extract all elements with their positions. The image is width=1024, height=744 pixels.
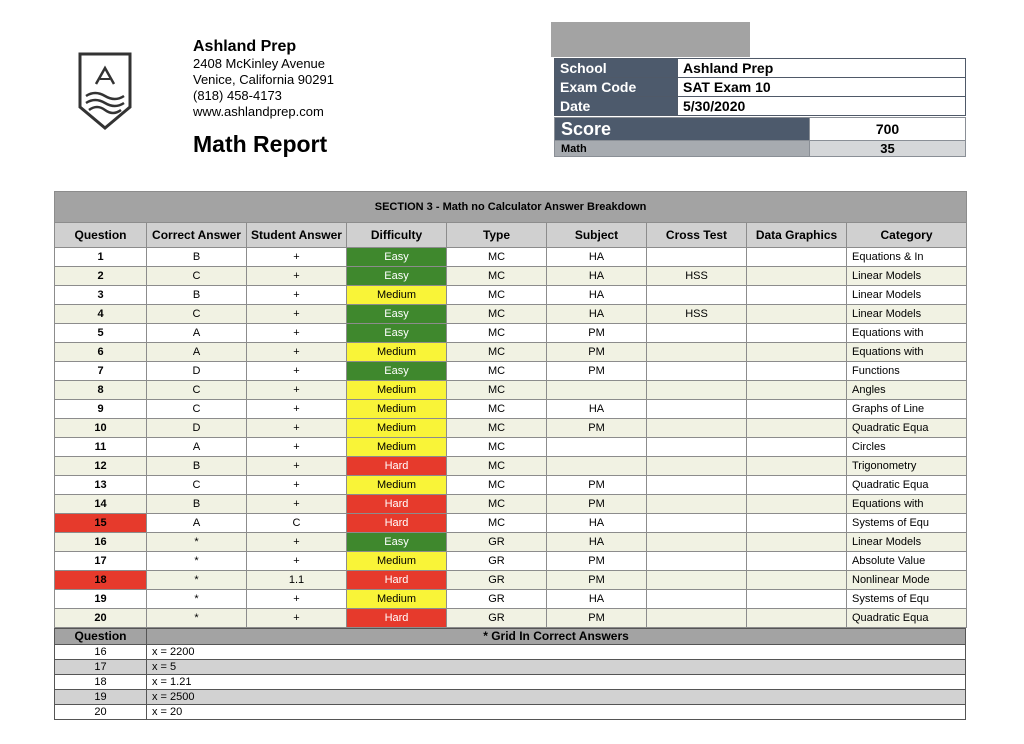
cross-test bbox=[647, 381, 747, 400]
grid-in-answers-table bbox=[54, 628, 966, 720]
grid-in-question: 19 bbox=[55, 690, 147, 705]
info-row-date bbox=[555, 97, 966, 116]
category: Trigonometry bbox=[847, 457, 967, 476]
table-row bbox=[55, 305, 967, 324]
table-row bbox=[55, 495, 967, 514]
answer-breakdown-table bbox=[54, 191, 967, 628]
question-type: GR bbox=[447, 590, 547, 609]
correct-answer: B bbox=[147, 286, 247, 305]
section-title: SECTION 3 - Math no Calculator Answer Breakdown bbox=[55, 192, 967, 223]
cross-test bbox=[647, 286, 747, 305]
column-header: Data Graphics bbox=[747, 223, 847, 248]
subject: HA bbox=[547, 590, 647, 609]
question-number: 10 bbox=[55, 419, 147, 438]
subject: PM bbox=[547, 476, 647, 495]
subject: HA bbox=[547, 305, 647, 324]
question-type: MC bbox=[447, 248, 547, 267]
data-graphics bbox=[747, 305, 847, 324]
data-graphics bbox=[747, 552, 847, 571]
question-number: 14 bbox=[55, 495, 147, 514]
difficulty: Medium bbox=[347, 419, 447, 438]
subject: HA bbox=[547, 267, 647, 286]
data-graphics bbox=[747, 476, 847, 495]
cross-test bbox=[647, 419, 747, 438]
table-row bbox=[55, 590, 967, 609]
student-answer: + bbox=[247, 362, 347, 381]
student-answer: + bbox=[247, 400, 347, 419]
correct-answer: * bbox=[147, 533, 247, 552]
question-type: MC bbox=[447, 267, 547, 286]
cross-test: HSS bbox=[647, 267, 747, 286]
table-row bbox=[55, 343, 967, 362]
question-type: MC bbox=[447, 400, 547, 419]
phone-number: (818) 458-4173 bbox=[193, 88, 282, 103]
subject: HA bbox=[547, 286, 647, 305]
grid-in-row bbox=[55, 675, 966, 690]
difficulty: Easy bbox=[347, 267, 447, 286]
data-graphics bbox=[747, 362, 847, 381]
question-number: 2 bbox=[55, 267, 147, 286]
data-graphics bbox=[747, 419, 847, 438]
subject: HA bbox=[547, 248, 647, 267]
data-graphics bbox=[747, 343, 847, 362]
category: Equations with bbox=[847, 343, 967, 362]
category: Absolute Value bbox=[847, 552, 967, 571]
data-graphics bbox=[747, 438, 847, 457]
subject: PM bbox=[547, 609, 647, 628]
exam-info-table bbox=[554, 58, 966, 116]
difficulty: Medium bbox=[347, 552, 447, 571]
student-answer: 1.1 bbox=[247, 571, 347, 590]
data-graphics bbox=[747, 533, 847, 552]
student-answer: + bbox=[247, 552, 347, 571]
question-type: MC bbox=[447, 419, 547, 438]
grid-in-row bbox=[55, 645, 966, 660]
data-graphics bbox=[747, 457, 847, 476]
table-row bbox=[55, 248, 967, 267]
question-type: GR bbox=[447, 609, 547, 628]
category: Linear Models bbox=[847, 305, 967, 324]
student-answer: C bbox=[247, 514, 347, 533]
question-number: 19 bbox=[55, 590, 147, 609]
correct-answer: * bbox=[147, 552, 247, 571]
correct-answer: B bbox=[147, 457, 247, 476]
category: Equations with bbox=[847, 495, 967, 514]
subject: PM bbox=[547, 419, 647, 438]
table-row bbox=[55, 552, 967, 571]
cross-test bbox=[647, 514, 747, 533]
category: Systems of Equ bbox=[847, 514, 967, 533]
cross-test: HSS bbox=[647, 305, 747, 324]
subject bbox=[547, 438, 647, 457]
cross-test bbox=[647, 552, 747, 571]
correct-answer: C bbox=[147, 400, 247, 419]
grid-in-row bbox=[55, 660, 966, 675]
difficulty: Medium bbox=[347, 343, 447, 362]
correct-answer: * bbox=[147, 590, 247, 609]
difficulty: Hard bbox=[347, 571, 447, 590]
student-answer: + bbox=[247, 590, 347, 609]
column-header: Question bbox=[55, 223, 147, 248]
data-graphics bbox=[747, 248, 847, 267]
cross-test bbox=[647, 609, 747, 628]
column-header: Correct Answer bbox=[147, 223, 247, 248]
category: Functions bbox=[847, 362, 967, 381]
question-number: 5 bbox=[55, 324, 147, 343]
difficulty: Medium bbox=[347, 438, 447, 457]
question-type: MC bbox=[447, 362, 547, 381]
student-answer: + bbox=[247, 381, 347, 400]
address-line-2: Venice, California 90291 bbox=[193, 72, 334, 87]
info-label: Date bbox=[555, 97, 678, 116]
info-label: School bbox=[555, 59, 678, 78]
score-value: 700 bbox=[810, 118, 966, 141]
student-answer: + bbox=[247, 324, 347, 343]
grid-in-question: 18 bbox=[55, 675, 147, 690]
question-number: 20 bbox=[55, 609, 147, 628]
table-row bbox=[55, 438, 967, 457]
difficulty: Medium bbox=[347, 286, 447, 305]
data-graphics bbox=[747, 571, 847, 590]
question-number: 8 bbox=[55, 381, 147, 400]
question-number: 17 bbox=[55, 552, 147, 571]
question-type: MC bbox=[447, 514, 547, 533]
category: Quadratic Equa bbox=[847, 476, 967, 495]
question-type: GR bbox=[447, 533, 547, 552]
category: Quadratic Equa bbox=[847, 609, 967, 628]
column-header: Cross Test bbox=[647, 223, 747, 248]
score-table bbox=[554, 117, 966, 157]
correct-answer: B bbox=[147, 495, 247, 514]
score-label: Score bbox=[555, 118, 810, 141]
subject: PM bbox=[547, 552, 647, 571]
table-row bbox=[55, 476, 967, 495]
student-answer: + bbox=[247, 305, 347, 324]
table-row bbox=[55, 571, 967, 590]
correct-answer: B bbox=[147, 248, 247, 267]
question-number: 1 bbox=[55, 248, 147, 267]
difficulty: Medium bbox=[347, 381, 447, 400]
student-answer: + bbox=[247, 248, 347, 267]
question-number: 16 bbox=[55, 533, 147, 552]
category: Equations with bbox=[847, 324, 967, 343]
question-type: MC bbox=[447, 476, 547, 495]
grid-in-row bbox=[55, 705, 966, 720]
info-value: 5/30/2020 bbox=[678, 97, 966, 116]
difficulty: Easy bbox=[347, 248, 447, 267]
info-row-school bbox=[555, 59, 966, 78]
question-number: 3 bbox=[55, 286, 147, 305]
column-header: Subject bbox=[547, 223, 647, 248]
correct-answer: A bbox=[147, 514, 247, 533]
difficulty: Hard bbox=[347, 514, 447, 533]
column-header: Difficulty bbox=[347, 223, 447, 248]
student-answer: + bbox=[247, 343, 347, 362]
cross-test bbox=[647, 457, 747, 476]
difficulty: Easy bbox=[347, 305, 447, 324]
correct-answer: D bbox=[147, 419, 247, 438]
cross-test bbox=[647, 438, 747, 457]
column-header: Student Answer bbox=[247, 223, 347, 248]
subject: PM bbox=[547, 324, 647, 343]
difficulty: Hard bbox=[347, 495, 447, 514]
column-header-row bbox=[55, 223, 967, 248]
question-number: 9 bbox=[55, 400, 147, 419]
student-answer: + bbox=[247, 533, 347, 552]
data-graphics bbox=[747, 267, 847, 286]
redaction-box bbox=[551, 22, 750, 57]
cross-test bbox=[647, 476, 747, 495]
table-row bbox=[55, 457, 967, 476]
correct-answer: C bbox=[147, 305, 247, 324]
cross-test bbox=[647, 248, 747, 267]
table-row bbox=[55, 286, 967, 305]
student-answer: + bbox=[247, 476, 347, 495]
question-number: 6 bbox=[55, 343, 147, 362]
info-value: SAT Exam 10 bbox=[678, 78, 966, 97]
table-row bbox=[55, 609, 967, 628]
question-type: MC bbox=[447, 286, 547, 305]
question-type: MC bbox=[447, 438, 547, 457]
grid-in-answer: x = 2200 bbox=[147, 645, 966, 660]
question-type: MC bbox=[447, 324, 547, 343]
difficulty: Medium bbox=[347, 400, 447, 419]
table-row bbox=[55, 381, 967, 400]
question-number: 11 bbox=[55, 438, 147, 457]
category: Nonlinear Mode bbox=[847, 571, 967, 590]
column-header: Type bbox=[447, 223, 547, 248]
table-row bbox=[55, 419, 967, 438]
difficulty: Hard bbox=[347, 609, 447, 628]
grid-in-answer: x = 20 bbox=[147, 705, 966, 720]
student-answer: + bbox=[247, 438, 347, 457]
correct-answer: C bbox=[147, 267, 247, 286]
grid-in-question: 17 bbox=[55, 660, 147, 675]
question-type: MC bbox=[447, 495, 547, 514]
cross-test bbox=[647, 362, 747, 381]
school-name: Ashland Prep bbox=[193, 38, 297, 55]
cross-test bbox=[647, 533, 747, 552]
correct-answer: * bbox=[147, 571, 247, 590]
question-number: 18 bbox=[55, 571, 147, 590]
address-line-1: 2408 McKinley Avenue bbox=[193, 56, 326, 71]
data-graphics bbox=[747, 286, 847, 305]
category: Systems of Equ bbox=[847, 590, 967, 609]
difficulty: Easy bbox=[347, 362, 447, 381]
category: Angles bbox=[847, 381, 967, 400]
category: Quadratic Equa bbox=[847, 419, 967, 438]
category: Linear Models bbox=[847, 286, 967, 305]
question-number: 12 bbox=[55, 457, 147, 476]
subject bbox=[547, 381, 647, 400]
difficulty: Easy bbox=[347, 533, 447, 552]
subject: PM bbox=[547, 343, 647, 362]
data-graphics bbox=[747, 400, 847, 419]
cross-test bbox=[647, 343, 747, 362]
question-type: MC bbox=[447, 381, 547, 400]
category: Linear Models bbox=[847, 267, 967, 286]
question-type: MC bbox=[447, 343, 547, 362]
correct-answer: C bbox=[147, 381, 247, 400]
math-value: 35 bbox=[810, 141, 966, 157]
question-type: GR bbox=[447, 552, 547, 571]
question-type: MC bbox=[447, 305, 547, 324]
cross-test bbox=[647, 324, 747, 343]
subject: HA bbox=[547, 514, 647, 533]
info-value: Ashland Prep bbox=[678, 59, 966, 78]
correct-answer: * bbox=[147, 609, 247, 628]
answer-rows bbox=[55, 248, 967, 628]
correct-answer: C bbox=[147, 476, 247, 495]
question-number: 15 bbox=[55, 514, 147, 533]
subject: PM bbox=[547, 495, 647, 514]
table-row bbox=[55, 400, 967, 419]
category: Graphs of Line bbox=[847, 400, 967, 419]
student-answer: + bbox=[247, 609, 347, 628]
data-graphics bbox=[747, 381, 847, 400]
grid-in-answer: x = 1.21 bbox=[147, 675, 966, 690]
difficulty: Hard bbox=[347, 457, 447, 476]
question-number: 7 bbox=[55, 362, 147, 381]
category: Circles bbox=[847, 438, 967, 457]
question-number: 4 bbox=[55, 305, 147, 324]
table-row bbox=[55, 514, 967, 533]
data-graphics bbox=[747, 324, 847, 343]
question-number: 13 bbox=[55, 476, 147, 495]
info-label: Exam Code bbox=[555, 78, 678, 97]
grid-in-question: 20 bbox=[55, 705, 147, 720]
data-graphics bbox=[747, 609, 847, 628]
data-graphics bbox=[747, 514, 847, 533]
cross-test bbox=[647, 400, 747, 419]
student-answer: + bbox=[247, 419, 347, 438]
subject bbox=[547, 457, 647, 476]
subject: PM bbox=[547, 571, 647, 590]
difficulty: Easy bbox=[347, 324, 447, 343]
grid-in-row bbox=[55, 690, 966, 705]
grid-in-question: 16 bbox=[55, 645, 147, 660]
cross-test bbox=[647, 590, 747, 609]
report-title: Math Report bbox=[193, 131, 328, 157]
student-answer: + bbox=[247, 495, 347, 514]
student-answer: + bbox=[247, 267, 347, 286]
grid-in-answer: x = 2500 bbox=[147, 690, 966, 705]
difficulty: Medium bbox=[347, 590, 447, 609]
grid-in-question-header: Question bbox=[55, 629, 147, 645]
data-graphics bbox=[747, 590, 847, 609]
table-row bbox=[55, 533, 967, 552]
student-answer: + bbox=[247, 457, 347, 476]
grid-in-title: * Grid In Correct Answers bbox=[147, 629, 966, 645]
student-answer: + bbox=[247, 286, 347, 305]
subject: HA bbox=[547, 533, 647, 552]
table-row bbox=[55, 267, 967, 286]
cross-test bbox=[647, 495, 747, 514]
difficulty: Medium bbox=[347, 476, 447, 495]
question-type: MC bbox=[447, 457, 547, 476]
question-type: GR bbox=[447, 571, 547, 590]
column-header: Category bbox=[847, 223, 967, 248]
subject: HA bbox=[547, 400, 647, 419]
info-row-exam bbox=[555, 78, 966, 97]
school-logo-icon bbox=[77, 51, 133, 131]
correct-answer: D bbox=[147, 362, 247, 381]
math-label: Math bbox=[555, 141, 810, 157]
school-address-block bbox=[193, 38, 334, 120]
table-row bbox=[55, 324, 967, 343]
data-graphics bbox=[747, 495, 847, 514]
category: Linear Models bbox=[847, 533, 967, 552]
cross-test bbox=[647, 571, 747, 590]
category: Equations & In bbox=[847, 248, 967, 267]
table-row bbox=[55, 362, 967, 381]
grid-in-answer: x = 5 bbox=[147, 660, 966, 675]
subject: PM bbox=[547, 362, 647, 381]
website-link[interactable]: www.ashlandprep.com bbox=[193, 104, 324, 119]
correct-answer: A bbox=[147, 343, 247, 362]
correct-answer: A bbox=[147, 438, 247, 457]
correct-answer: A bbox=[147, 324, 247, 343]
